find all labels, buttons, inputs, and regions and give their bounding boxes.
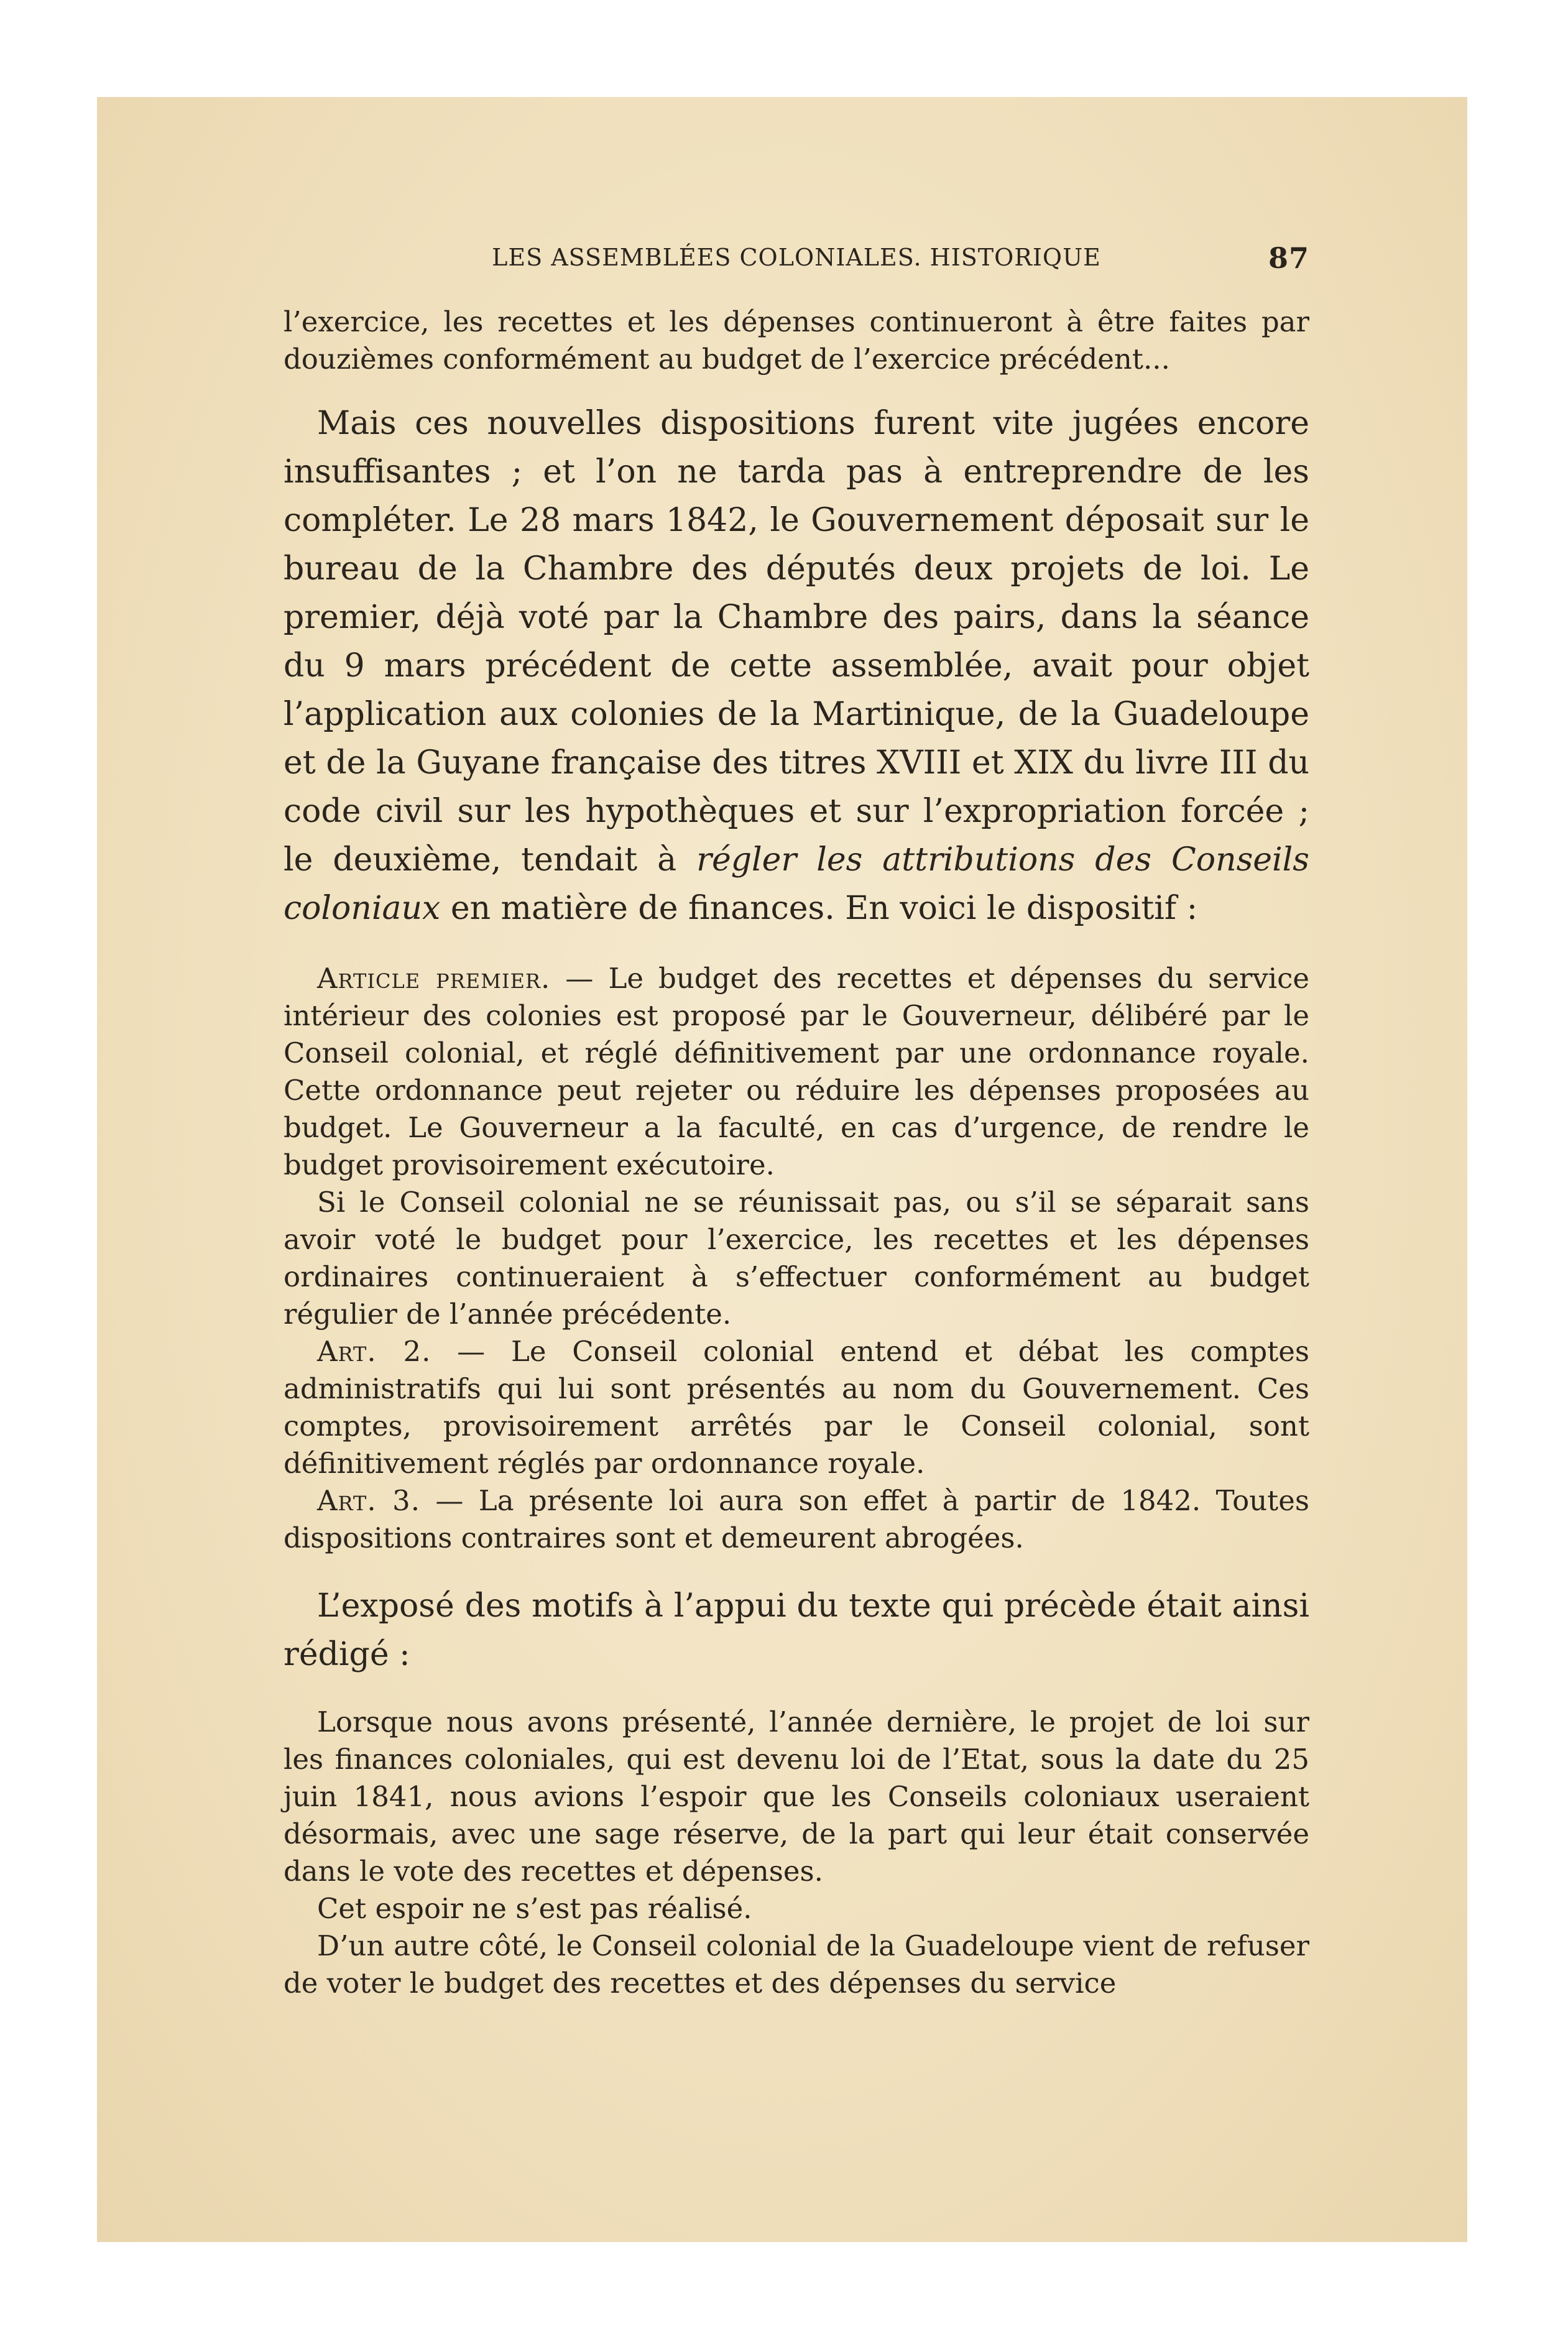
book-page xyxy=(97,97,1467,2242)
quote-paragraph-1: Lorsque nous avons présenté, l’année dernière, le projet de loi sur les finances coloniales, qui est devenu loi de l’Etat, sous la date du 25 juin 1841, nous avions l’espoir que les Conseils coloniaux useraient désormais, avec une sage réserve, de la part qui leur était conservée dans le vote des recettes et dépenses. xyxy=(284,1705,1309,1888)
article-1-continuation: Si le Conseil colonial ne se réunissait pas, ou s’il se séparait sans avoir voté le budget pour l’exercice, les recettes et les dépenses ordinaires continueraient à s’effectuer conformément au budget régulier de l’année précédente. xyxy=(284,1186,1309,1331)
page-content xyxy=(284,241,1309,2002)
paragraph-main xyxy=(284,399,1309,933)
article-1-text: — Le budget des recettes et dépenses du service intérieur des colonies est proposé par le Gouverneur, délibéré par le Conseil colonial, et réglé définitivement par une ordonnance royale. Cette ordonnance peut rejeter ou réduire les dépenses proposées au budget. Le Gouverneur a la faculté, en cas d’urgence, de rendre le budget provisoirement exécutoire. xyxy=(284,962,1309,1181)
paragraph-main-text-a: Mais ces nouvelles dispositions furent vite jugées encore insuffisantes ; et l’on ne tarda pas à entreprendre de les compléter. Le 28 mars 1842, le Gouvernement déposait sur le bureau de la Chambre des députés deux projets de loi. Le premier, déjà voté par la Chambre des pairs, dans la séance du 9 mars précédent de cette assemblée, avait pour objet l’application aux colonies de la Martinique, de la Guadeloupe et de la Guyane française des titres XVIII et XIX du livre III du code civil sur les hypothèques et sur l’expropriation forcée ; le deuxième, tendait à xyxy=(284,405,1309,879)
article-3 xyxy=(284,1482,1309,1557)
quote-paragraph-3: D’un autre côté, le Conseil colonial de la Guadeloupe vient de refuser de voter le budget des recettes et des dépenses du service xyxy=(284,1929,1309,2000)
paragraph-expose: L’exposé des motifs à l’appui du texte qui précède était ainsi rédigé : xyxy=(284,1587,1309,1673)
article-1 xyxy=(284,960,1309,1184)
quote-paragraph-2: Cet espoir ne s’est pas réalisé. xyxy=(317,1892,752,1925)
article-2-label: Art. 2. xyxy=(317,1335,431,1368)
article-1-label: Article premier. xyxy=(317,962,551,995)
article-3-text: — La présente loi aura son effet à partir de 1842. Toutes dispositions contraires sont et demeurent abrogées. xyxy=(284,1484,1309,1554)
article-2 xyxy=(284,1333,1309,1482)
page-number: 87 xyxy=(1268,241,1309,275)
running-head-title: LES ASSEMBLÉES COLONIALES. HISTORIQUE xyxy=(492,244,1101,271)
running-head xyxy=(284,241,1309,281)
article-3-label: Art. 3. xyxy=(317,1484,421,1517)
paragraph-main-emphasis: régler les attributions des Conseils coloniaux xyxy=(284,841,1309,927)
article-2-text: — Le Conseil colonial entend et débat les comptes administratifs qui lui sont présentés au nom du Gouvernement. Ces comptes, provisoirement arrêtés par le Conseil colonial, sont définitivement réglés par ordonnance royale. xyxy=(284,1335,1309,1480)
paragraph-main-text-b: en matière de finances. En voici le dispositif : xyxy=(440,890,1198,927)
paragraph-continuation: l’exercice, les recettes et les dépenses continueront à être faites par douzièmes conformément au budget de l’exercice précédent... xyxy=(284,305,1309,376)
